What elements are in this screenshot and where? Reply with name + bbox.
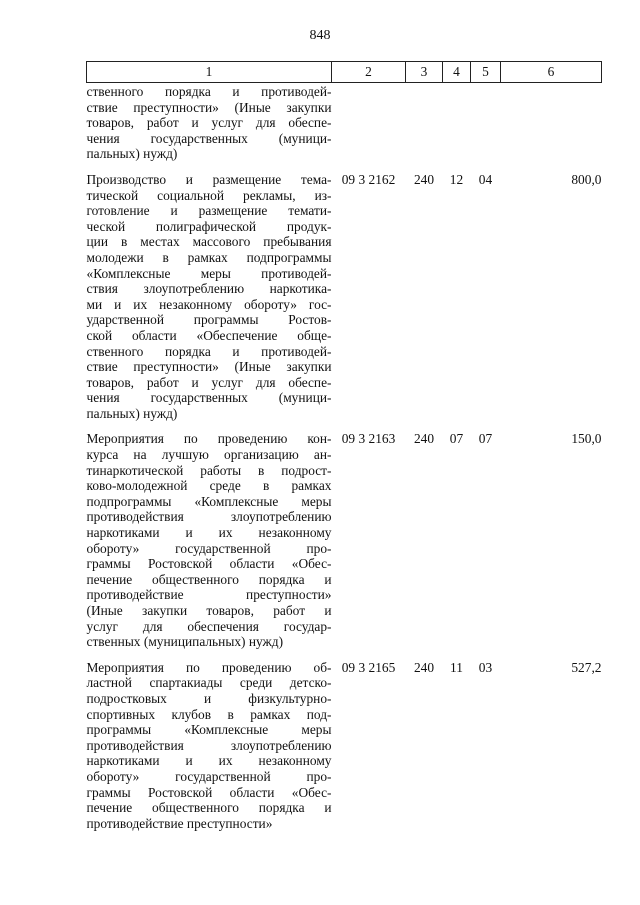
- description-line: обороту» государственной про-: [86, 540, 332, 556]
- row-subsection: 04: [478, 171, 493, 187]
- description-line: ми и их незаконному обороту» гос-: [86, 296, 332, 312]
- description-line: пальных) нужд): [86, 146, 178, 162]
- row-target-code: 09 3 2163: [341, 431, 396, 447]
- description-line: ково-молодежной среде в рамках: [86, 478, 332, 494]
- row-subsection: 03: [478, 659, 493, 675]
- row-amount: 800,0: [571, 171, 602, 187]
- description-line: спортивных клубов в рамках под-: [86, 706, 332, 722]
- row-description: [87, 83, 332, 162]
- description-line: наркотиками и их незаконному: [86, 525, 332, 541]
- description-line: противодействие преступности»: [86, 815, 273, 831]
- description-line: молодежи в рамках подпрограммы: [86, 249, 332, 265]
- description-line: товаров, работ и услуг для обеспе-: [86, 374, 332, 390]
- description-line: тической социальной рекламы, из-: [86, 187, 332, 203]
- description-line: чения государственных (муници-: [86, 390, 332, 406]
- description-line: услуг для обеспечения государ-: [86, 618, 332, 634]
- description-line: граммы Ростовской области «Обес-: [86, 784, 332, 800]
- description-line: программы «Комплексные меры: [86, 722, 332, 738]
- description-line: тинаркотической работы в подрост-: [86, 462, 332, 478]
- row-expense-type: 240: [413, 171, 435, 187]
- header-col-1: 1: [87, 62, 332, 83]
- row-subsection: 07: [478, 431, 493, 447]
- header-col-4: 4: [443, 62, 471, 83]
- budget-table: [86, 61, 602, 831]
- row-section: 07: [449, 431, 464, 447]
- description-line: печение общественного порядка и: [86, 571, 332, 587]
- header-col-3: 3: [406, 62, 443, 83]
- description-line: ственных (муниципальных) нужд): [86, 634, 284, 650]
- table-row: [87, 83, 602, 162]
- description-line: пальных) нужд): [86, 405, 178, 421]
- description-line: Производство и размещение тема-: [86, 171, 332, 187]
- row-expense-type: 240: [413, 431, 435, 447]
- row-amount: 527,2: [571, 659, 602, 675]
- description-line: чения государственных (муници-: [86, 130, 332, 146]
- description-line: граммы Ростовской области «Обес-: [86, 556, 332, 572]
- description-line: ствия злоупотреблению наркотика-: [86, 281, 332, 297]
- description-line: ластной спартакиады среди детско-: [86, 675, 332, 691]
- table-row: [87, 421, 602, 649]
- description-line: ударственной программы Ростов-: [86, 312, 332, 328]
- description-line: ческой полиграфической продук-: [86, 218, 332, 234]
- description-line: курса на лучшую организацию ан-: [86, 447, 332, 463]
- description-line: Мероприятия по проведению об-: [86, 659, 332, 675]
- description-line: ской области «Обеспечение обще-: [86, 327, 332, 343]
- description-line: ственного порядка и противодей-: [86, 84, 332, 99]
- table-row: [87, 650, 602, 832]
- header-col-6: 6: [501, 62, 602, 83]
- description-line: товаров, работ и услуг для обеспе-: [86, 115, 332, 131]
- row-description: [87, 162, 332, 422]
- row-target-code: 09 3 2165: [341, 659, 396, 675]
- description-line: обороту» государственной про-: [86, 768, 332, 784]
- table-row: [87, 162, 602, 422]
- description-line: Мероприятия по проведению кон-: [86, 431, 332, 447]
- description-line: ции в местах массового пребывания: [86, 234, 332, 250]
- row-section: 12: [449, 171, 464, 187]
- description-line: подростковых и физкультурно-: [86, 690, 332, 706]
- header-col-2: 2: [332, 62, 406, 83]
- row-expense-type: 240: [413, 659, 435, 675]
- description-line: ствие преступности» (Иные закупки: [86, 359, 332, 375]
- description-line: противодействия злоупотреблению: [86, 737, 332, 753]
- row-amount: 150,0: [571, 431, 602, 447]
- row-description: [87, 650, 332, 832]
- description-line: противодействие преступности»: [86, 587, 332, 603]
- row-expense-type: [406, 83, 443, 162]
- row-target-code: [332, 83, 406, 162]
- header-col-5: 5: [471, 62, 501, 83]
- row-subsection: [471, 83, 501, 162]
- row-amount: [501, 83, 602, 162]
- row-section: [443, 83, 471, 162]
- description-line: наркотиками и их незаконному: [86, 753, 332, 769]
- description-line: «Комплексные меры противодей-: [86, 265, 332, 281]
- description-line: противодействия злоупотреблению: [86, 509, 332, 525]
- description-line: подпрограммы «Комплексные меры: [86, 493, 332, 509]
- table-header-row: [87, 62, 602, 83]
- row-section: 11: [450, 659, 463, 675]
- description-line: печение общественного порядка и: [86, 800, 332, 816]
- description-line: ственного порядка и противодей-: [86, 343, 332, 359]
- description-line: готовление и размещение темати-: [86, 203, 332, 219]
- description-line: ствие преступности» (Иные закупки: [86, 99, 332, 115]
- page-number: 848: [309, 28, 331, 43]
- description-line: (Иные закупки товаров, работ и: [86, 603, 332, 618]
- row-description: [87, 421, 332, 649]
- row-target-code: 09 3 2162: [341, 171, 396, 187]
